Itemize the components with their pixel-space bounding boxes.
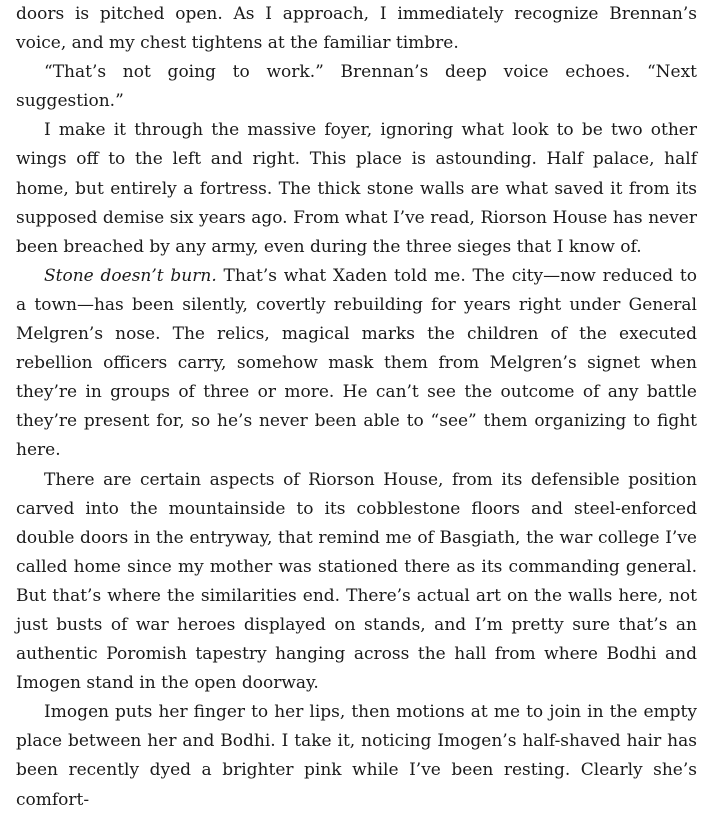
paragraph-6-text: Imogen puts her finger to her lips, then motions at me to join in the empty place between her and Bodhi. I take it, noticing Imogen’s half-shaved hair has been recently dyed a brighter pink while I’ve been resting. Clearly she’s comfort- xyxy=(16,702,697,810)
paragraph-1-text: doors is pitched open. As I approach, I immediately recognize Brennan’s voice, and my chest tightens at the familiar timbre. xyxy=(16,4,697,54)
paragraph-5-text: There are certain aspects of Riorson House, from its defensible position carved into the mountainside to its cobblestone floors and steel-enforced double doors in the entryway, that remind me of Basgiath, the war college I’ve called home since my mother was stationed there as its commanding general. But that’s where the similarities end. There’s actual art on the walls here, not just busts of war heroes displayed on stands, and I’m pretty sure that’s an authentic Poromish tapestry hanging across the hall from where Bodhi and Imogen stand in the open doorway. xyxy=(16,469,697,694)
paragraph-4-italic-phrase: Stone doesn’t burn. xyxy=(44,265,217,286)
paragraph-1 xyxy=(16,0,697,58)
paragraph-3-text: I make it through the massive foyer, ignoring what look to be two other wings off to the left and right. This place is astounding. Half palace, half home, but entirely a fortress. The thick stone walls are what saved it from its supposed demise six years ago. From what I’ve read, Riorson House has never been breached by any army, even during the three sieges that I know of. xyxy=(16,120,697,257)
paragraph-2-text: “That’s not going to work.” Brennan’s deep voice echoes. “Next suggestion.” xyxy=(16,62,697,112)
paragraph-5 xyxy=(16,466,697,699)
paragraph-3 xyxy=(16,116,697,261)
paragraph-4-text: That’s what Xaden told me. The city—now reduced to a town—has been silently, covertly rebuilding for years right under General Melgren’s nose. The relics, magical marks the children of the executed rebellion officers carry, somehow mask them from Melgren’s signet when they’re in groups of three or more. He can’t see the outcome of any battle they’re present for, so he’s never been able to “see” them organizing to fight here. xyxy=(16,265,698,461)
book-page xyxy=(16,0,697,815)
paragraph-4 xyxy=(16,262,697,466)
paragraph-2 xyxy=(16,58,697,116)
